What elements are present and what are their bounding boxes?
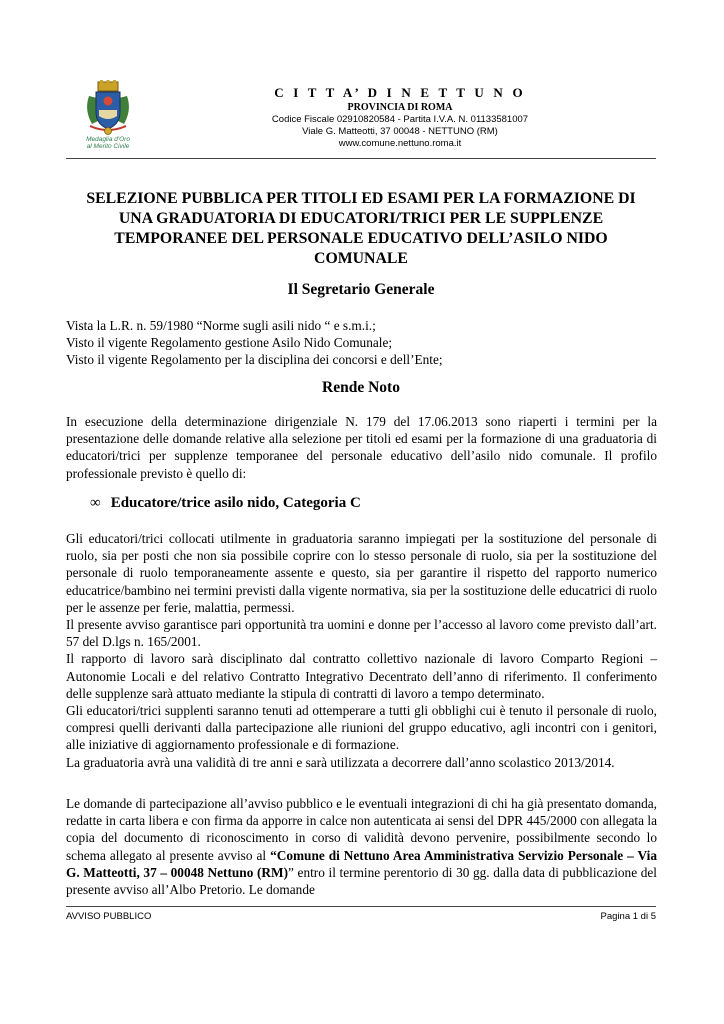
- title-line: SELEZIONE PUBBLICA PER TITOLI ED ESAMI PER LA FORMAZIONE DI: [86, 190, 636, 207]
- segretario-heading: Il Segretario Generale: [287, 281, 435, 298]
- document-title: [66, 189, 656, 269]
- intro-paragraph: In esecuzione della determinazione dirigenziale N. 179 del 17.06.2013 sono riaperti i termini per la presentazione delle domande relative alla selezione per titoli ed esami per la formazione di una graduatoria di educatori/trici per supplenze temporanee del personale educativo dell’asilo nido comunale. Il profilo professionale previsto è quello di:: [66, 414, 657, 481]
- coat-of-arms-icon: [80, 80, 136, 136]
- application-text: Le domande di partecipazione all’avviso pubblico e le eventuali integrazioni di chi ha già presentato domanda, redatte in carta libera e con firma da apporre in calce non autenticata ai sensi del DPR 445/2000 con allegata la copia del documento di riconoscimento in corso di validità devono pervenire, possibilmente secondo lo schema allegato al presente avviso al: [66, 796, 657, 863]
- title-line: TEMPORANEE DEL PERSONALE EDUCATIVO DELL’ASILO NIDO: [114, 230, 608, 247]
- body-paragraph: Gli educatori/trici supplenti saranno tenuti ad ottemperare a tutti gli obblighi cui è tenuto il personale di ruolo, compresi quelli derivanti dalla partecipazione alle riunioni del gruppo educativo, agli incontri con i genitori, alle iniziative di aggiornamento professionale e di formazione.: [66, 703, 657, 753]
- province-name: PROVINCIA DI ROMA: [347, 102, 453, 113]
- profile-category: [90, 495, 361, 512]
- crest-caption-line2: al Merito Civile: [86, 143, 130, 150]
- application-paragraph: [66, 795, 657, 898]
- page-number: Pagina 1 di 5: [600, 911, 656, 922]
- body-paragraph: Il presente avviso garantisce pari opportunità tra uomini e donne per l’accesso al lavoro come previsto dall’art. 57 del D.lgs n. 165/2001.: [66, 617, 657, 650]
- title-line: COMUNALE: [314, 250, 408, 267]
- body-section: [66, 530, 657, 771]
- body-paragraph: Gli educatori/trici collocati utilmente in graduatoria saranno impiegati per la sostituzione del personale di ruolo, sia per posti che non sia possibile coprire con lo stesso personale di ruolo, sia per la sostituzione del personale di ruolo temporaneamente assente e questo, sia per garantire il rispetto del rapporto numerico educatrice/bambino nei termini previsti dalla vigente normativa, sia per la sostituzione delle educatrici di ruolo per le assenze per ferie, malattia, permessi.: [66, 531, 657, 615]
- body-paragraph: Il rapporto di lavoro sarà disciplinato dal contratto collettivo nazionale di lavoro Comparto Regioni – Autonomie Locali e del relativo Contratto Integrativo Decentrato dell’anno di riferimento. Il conferimento delle supplenze sarà attuato mediante la stipula di contratti di lavoro a tempo determinato.: [66, 651, 657, 701]
- infinity-bullet-icon: ∞: [90, 495, 101, 511]
- tax-code-line: Codice Fiscale 02910820584 - Partita I.V.A. N. 01133581007: [271, 114, 529, 125]
- application-address: “Comune di Nettuno Area Amministrativa Servizio Personale – Via G. Matteotti, 37 – 00048 Nettuno (RM): [66, 847, 657, 880]
- address-line: Viale G. Matteotti, 37 00048 - NETTUNO (RM): [302, 126, 498, 137]
- footer-divider: [66, 906, 656, 907]
- footer-title: AVVISO PUBBLICO: [66, 911, 152, 922]
- category-label: Educatore/trice asilo nido, Categoria C: [110, 495, 361, 511]
- rende-noto-heading: Rende Noto: [322, 379, 400, 396]
- crest-caption-line1: Medaglia d'Oro: [86, 136, 130, 143]
- visto-list: [66, 317, 666, 369]
- visto-line: Visto il vigente Regolamento gestione Asilo Nido Comunale;: [66, 335, 393, 351]
- body-paragraph: La graduatoria avrà una validità di tre anni e sarà utilizzata a decorrere dall’anno scolastico 2013/2014.: [66, 754, 615, 770]
- header-divider: [66, 158, 656, 159]
- title-line: UNA GRADUATORIA DI EDUCATORI/TRICI PER LE SUPPLENZE: [118, 210, 604, 227]
- city-crest: [76, 80, 140, 154]
- city-name: C I T T A’ D I N E T T U N O: [274, 85, 526, 100]
- visto-line: Visto il vigente Regolamento per la disciplina dei concorsi e dell’Ente;: [66, 352, 443, 368]
- website-line: www.comune.nettuno.roma.it: [338, 138, 462, 149]
- visto-line: Vista la L.R. n. 59/1980 “Norme sugli asili nido “ e s.m.i.;: [66, 318, 376, 333]
- application-text-end: ” entro il termine perentorio di 30 gg. dalla data di pubblicazione del presente avviso all’Albo Pretorio. Le domande: [66, 864, 657, 898]
